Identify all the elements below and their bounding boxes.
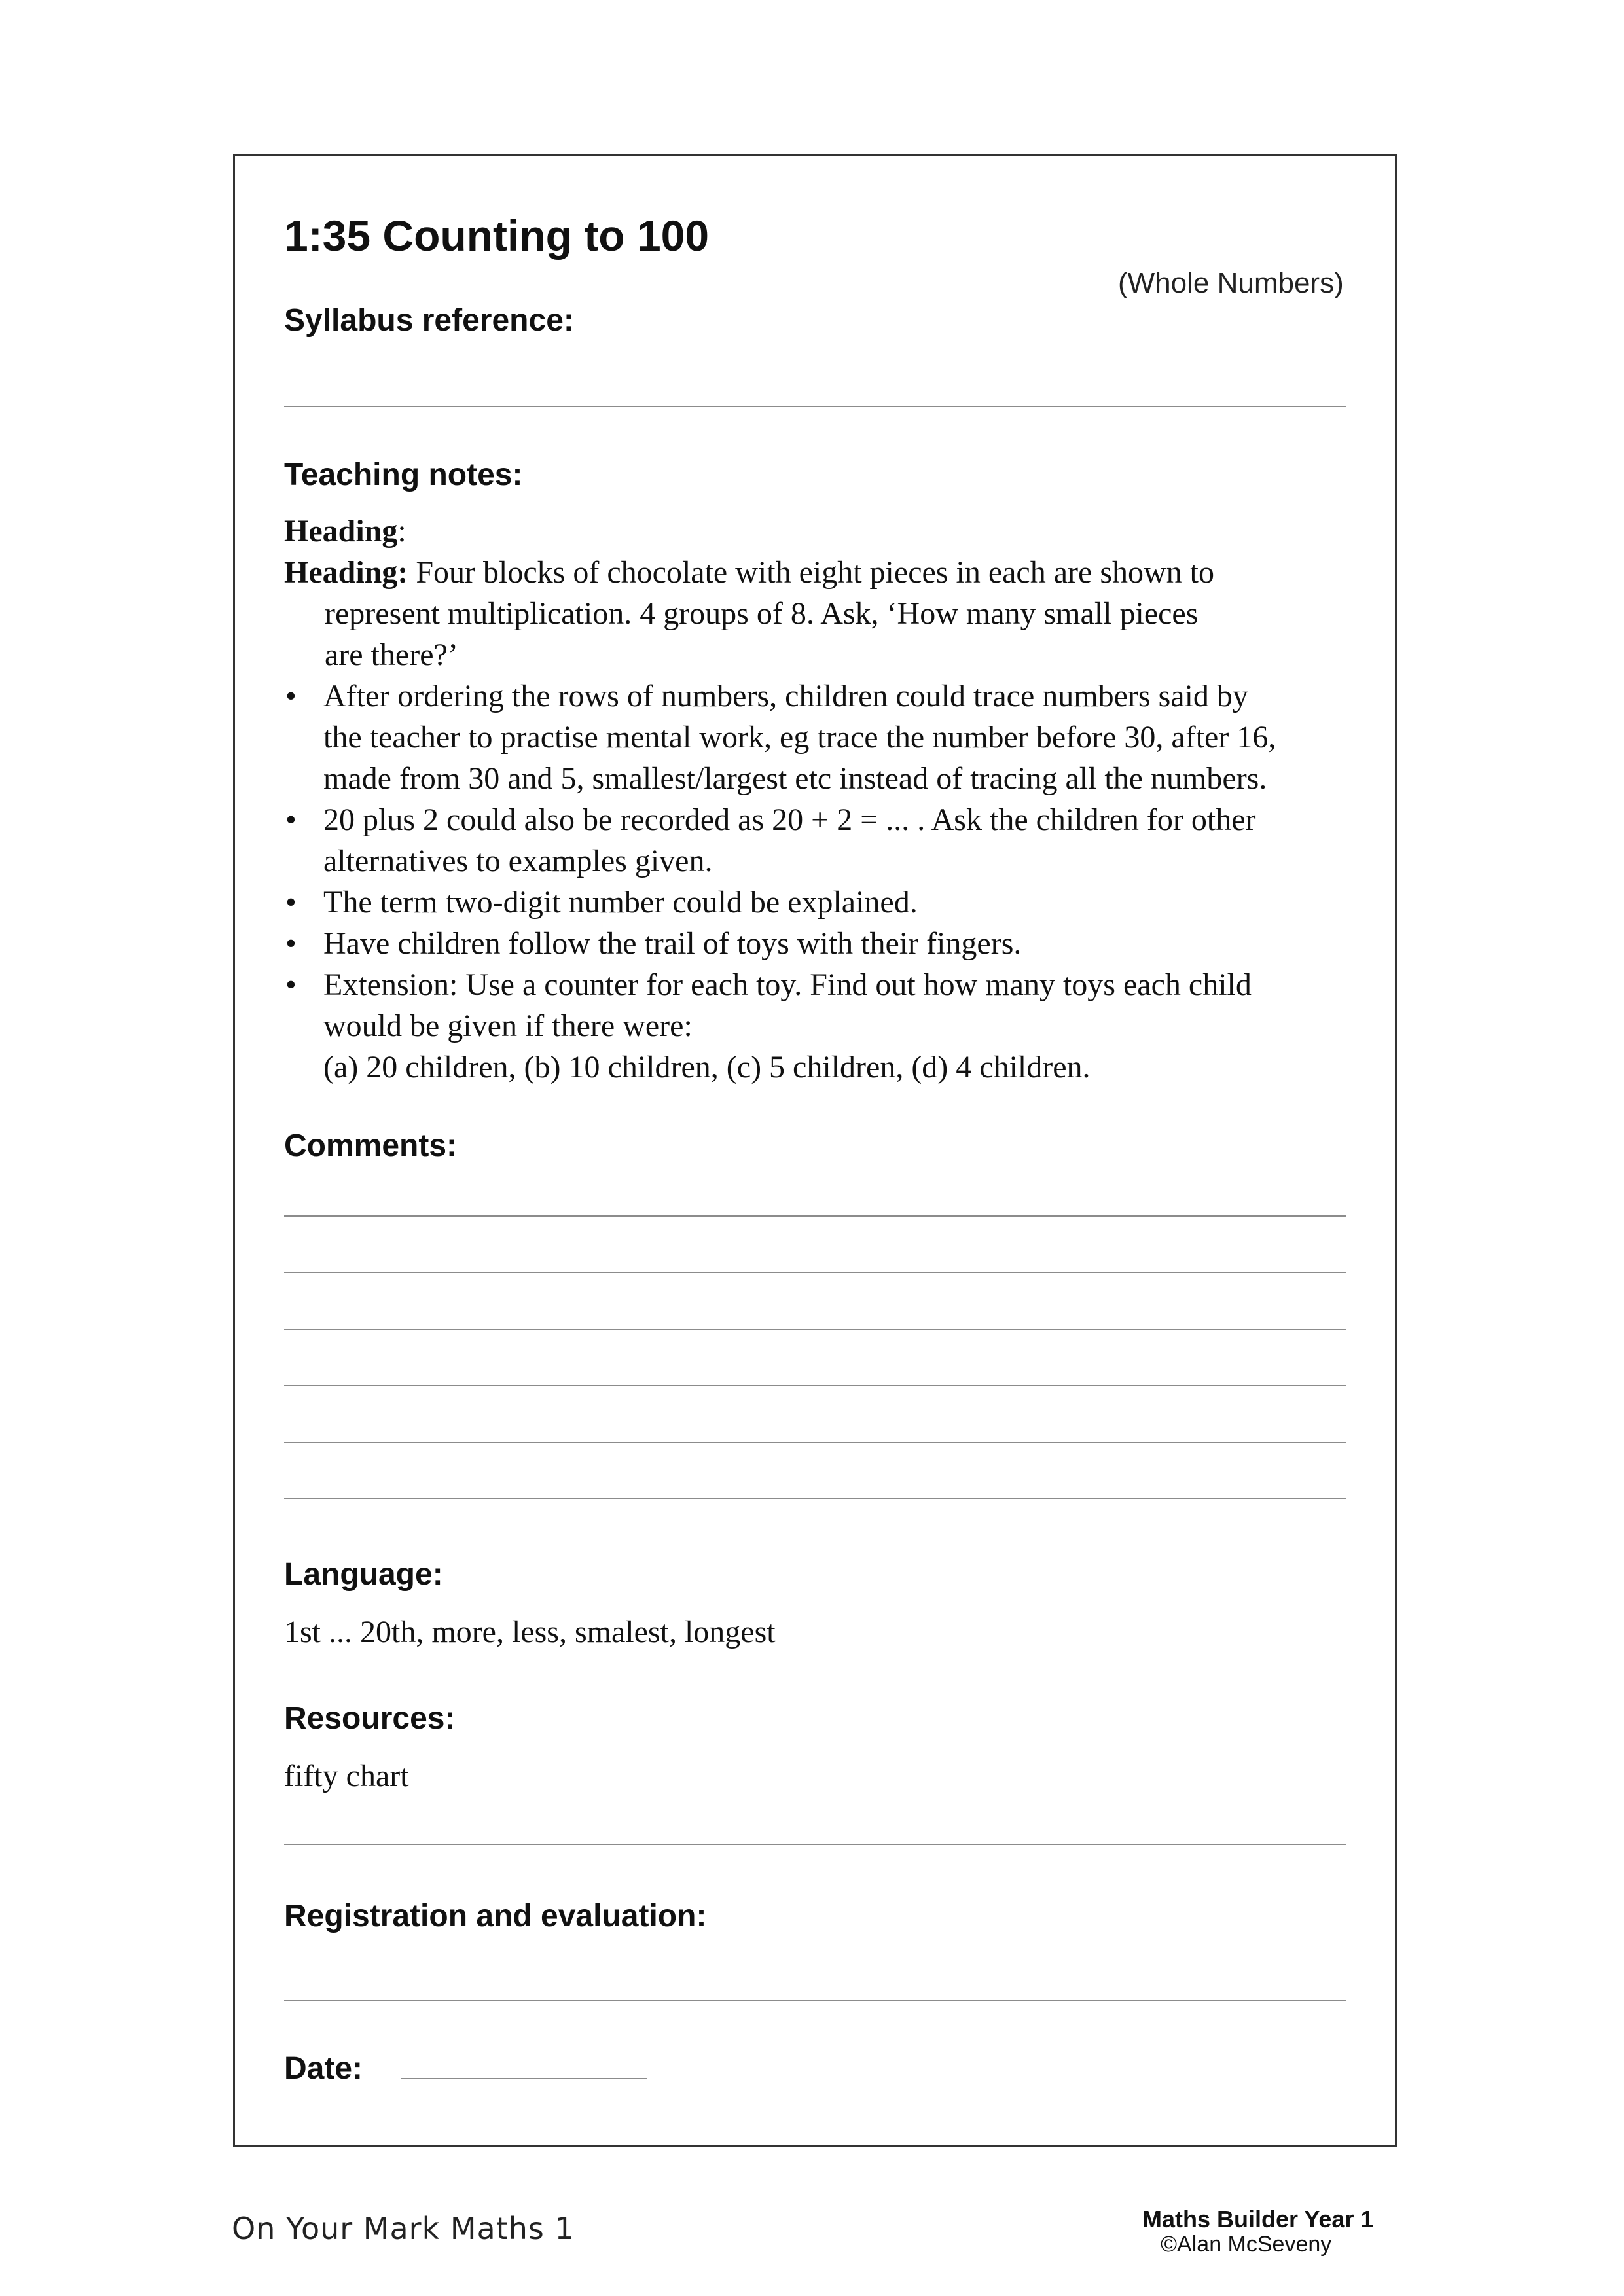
teaching-notes-body — [284, 511, 1358, 1088]
bullet-icon: • — [285, 802, 297, 837]
heading-text-line: represent multiplication. 4 groups of 8. Ask, ‘How many small pieces — [325, 596, 1199, 631]
bullet-text-line: After ordering the rows of numbers, children could trace numbers said by — [323, 679, 1248, 713]
bullet-item — [284, 799, 1358, 882]
bullet-item — [284, 923, 1358, 964]
resources-text: fifty chart — [284, 1759, 409, 1793]
footer-series-title: On Your Mark Maths 1 — [232, 2211, 575, 2246]
bullet-text-line: 20 plus 2 could also be recorded as 20 + 2 = ... . Ask the children for other — [323, 802, 1256, 837]
bullet-text-line: alternatives to examples given. — [323, 844, 713, 878]
comments-line[interactable] — [284, 1329, 1346, 1330]
bullet-text-line: would be given if there were: — [323, 1009, 693, 1043]
bullet-item — [284, 675, 1358, 799]
resources-heading: Resources: — [284, 1701, 456, 1736]
heading-line-2 — [284, 552, 1358, 593]
bullet-text-line: Extension: Use a counter for each toy. Find out how many toys each child — [323, 967, 1252, 1002]
heading-text: Four blocks of chocolate with eight pieces in each are shown to — [408, 555, 1214, 590]
registration-line[interactable] — [284, 2000, 1346, 2001]
bullet-text-line: The term two-digit number could be explained. — [323, 885, 918, 920]
bullet-text-line: Have children follow the trail of toys with their fingers. — [323, 926, 1022, 961]
date-line[interactable] — [401, 2078, 647, 2079]
comments-line[interactable] — [284, 1215, 1346, 1217]
heading-line-1 — [284, 511, 1358, 552]
comments-line[interactable] — [284, 1385, 1346, 1386]
comments-line[interactable] — [284, 1498, 1346, 1499]
bullet-text-line: (a) 20 children, (b) 10 children, (c) 5 children, (d) 4 children. — [323, 1050, 1091, 1085]
comments-line[interactable] — [284, 1442, 1346, 1443]
syllabus-reference-heading: Syllabus reference: — [284, 303, 574, 338]
bullet-item — [284, 964, 1358, 1088]
resources-line[interactable] — [284, 1844, 1346, 1845]
bullet-item — [284, 882, 1358, 923]
comments-heading: Comments: — [284, 1128, 458, 1163]
heading-label: Heading: — [284, 555, 408, 590]
bullet-icon: • — [285, 926, 297, 961]
registration-heading: Registration and evaluation: — [284, 1899, 707, 1933]
heading-text-line: are there?’ — [325, 637, 458, 672]
footer-copyright: ©Alan McSeveny — [1161, 2232, 1332, 2257]
footer-book-title: Maths Builder Year 1 — [1142, 2206, 1374, 2233]
bullet-text-line: the teacher to practise mental work, eg trace the number before 30, after 16, — [323, 720, 1276, 755]
bullet-icon: • — [285, 885, 297, 920]
date-label: Date: — [284, 2051, 363, 2086]
language-text: 1st ... 20th, more, less, smalest, longest — [284, 1615, 776, 1649]
topic-category: (Whole Numbers) — [1118, 267, 1344, 299]
bullet-icon: • — [285, 679, 297, 713]
teaching-notes-heading: Teaching notes: — [284, 457, 523, 492]
language-heading: Language: — [284, 1557, 443, 1592]
comments-line[interactable] — [284, 1272, 1346, 1273]
page-title: 1:35 Counting to 100 — [284, 211, 710, 260]
bullet-text-line: made from 30 and 5, smallest/largest etc instead of tracing all the numbers. — [323, 761, 1267, 796]
heading-label: Heading — [284, 514, 398, 548]
syllabus-reference-line[interactable] — [284, 406, 1346, 407]
bullet-icon: • — [285, 967, 297, 1002]
heading-colon: : — [397, 514, 406, 548]
